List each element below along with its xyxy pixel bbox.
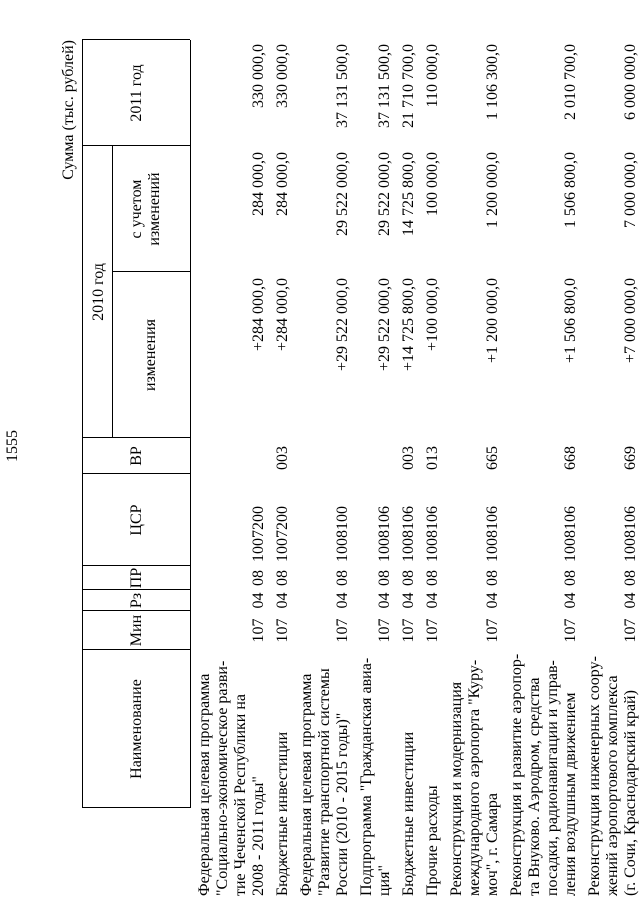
row-with-changes: 284 000,0 bbox=[250, 152, 267, 216]
row-name-line: "Развитие транспортной системы bbox=[316, 668, 333, 896]
row-2011: 37 131 500,0 bbox=[376, 44, 393, 128]
row-2011: 1 106 300,0 bbox=[484, 44, 501, 120]
row-name-line: Прочие расходы bbox=[424, 785, 441, 896]
row-with-changes: 1 200 000,0 bbox=[484, 152, 501, 228]
row-rz: 04 bbox=[376, 592, 393, 609]
row-changes: +7 000 000,0 bbox=[622, 278, 639, 364]
row-name-line: (г. Сочи, Краснодарский край) bbox=[622, 690, 639, 896]
row-name-line: ления воздушным движением bbox=[562, 692, 579, 896]
row-with-changes: 284 000,0 bbox=[274, 152, 291, 216]
row-csr: 1008106 bbox=[484, 506, 501, 562]
header-min: Мин bbox=[128, 614, 145, 647]
row-name-line: Реконструкция и модернизация bbox=[448, 681, 465, 896]
row-changes: +284 000,0 bbox=[274, 278, 291, 352]
row-csr: 1008106 bbox=[400, 506, 417, 562]
row-name-line: моч", г. Самара bbox=[484, 792, 501, 896]
row-min: 107 bbox=[562, 618, 579, 643]
row-min: 107 bbox=[274, 618, 291, 643]
row-rz: 04 bbox=[400, 592, 417, 609]
row-name-line: ция" bbox=[376, 864, 393, 896]
row-name-line: Бюджетные инвестиции bbox=[400, 731, 417, 896]
row-name-line: Подпрограмма "Гражданская авиа- bbox=[358, 657, 375, 896]
row-name-line: Федеральная целевая программа bbox=[298, 673, 315, 896]
row-pr: 08 bbox=[376, 570, 393, 586]
header-csr: ЦСР bbox=[128, 504, 145, 536]
row-2011: 21 710 700,0 bbox=[400, 44, 417, 128]
row-2011: 110 000,0 bbox=[424, 44, 441, 108]
row-2011: 330 000,0 bbox=[250, 44, 267, 108]
row-rz: 04 bbox=[484, 592, 501, 609]
header-vr: ВР bbox=[128, 446, 145, 466]
row-pr: 08 bbox=[622, 570, 639, 586]
row-pr: 08 bbox=[424, 570, 441, 586]
row-changes: +1 200 000,0 bbox=[484, 278, 501, 364]
row-with-changes: 100 000,0 bbox=[424, 152, 441, 216]
row-pr: 08 bbox=[274, 570, 291, 586]
page-number: 1555 bbox=[4, 430, 21, 462]
row-changes: +284 000,0 bbox=[250, 278, 267, 352]
row-min: 107 bbox=[250, 618, 267, 643]
row-name-line: Федеральная целевая программа bbox=[196, 673, 213, 896]
row-rz: 04 bbox=[562, 592, 579, 609]
row-name-line: посадки, радионавигации и управ- bbox=[544, 660, 561, 896]
header-year2010: 2010 год bbox=[90, 263, 107, 321]
row-changes: +14 725 800,0 bbox=[400, 278, 417, 372]
row-changes: +100 000,0 bbox=[424, 278, 441, 352]
units-note: Сумма (тыс. рублей) bbox=[60, 40, 77, 180]
row-name-line: Реконструкция и развитие аэропор- bbox=[508, 653, 525, 896]
row-name-line: жений аэропортового комплекса bbox=[604, 675, 621, 896]
row-name-line: Бюджетные инвестиции bbox=[274, 731, 291, 896]
header-changes: изменения bbox=[142, 318, 159, 392]
row-pr: 08 bbox=[484, 570, 501, 586]
row-2011: 37 131 500,0 bbox=[334, 44, 351, 128]
row-with-changes: 29 522 000,0 bbox=[376, 152, 393, 236]
year2010-subrule bbox=[112, 146, 113, 438]
row-name-line: Реконструкция инженерных соору- bbox=[586, 656, 603, 896]
row-2011: 6 000 000,0 bbox=[622, 44, 639, 120]
row-csr: 1008106 bbox=[622, 506, 639, 562]
header-pr: ПР bbox=[128, 567, 145, 589]
row-with-changes: 14 725 800,0 bbox=[400, 152, 417, 236]
row-name-line: "Социально-экономическое разви- bbox=[214, 660, 231, 896]
row-rz: 04 bbox=[622, 592, 639, 609]
row-rz: 04 bbox=[274, 592, 291, 609]
row-vr: 003 bbox=[274, 446, 291, 470]
header-year2011: 2011 год bbox=[128, 64, 145, 122]
row-csr: 1007200 bbox=[250, 506, 267, 562]
row-with-changes: 7 000 000,0 bbox=[622, 152, 639, 228]
row-name-line: международного аэропорта "Куру- bbox=[466, 659, 483, 896]
row-rz: 04 bbox=[334, 592, 351, 609]
row-vr: 003 bbox=[400, 446, 417, 470]
row-csr: 1007200 bbox=[274, 506, 291, 562]
header-bottom-rule bbox=[190, 40, 191, 808]
row-min: 107 bbox=[484, 618, 501, 643]
row-changes: +1 506 800,0 bbox=[562, 278, 579, 364]
row-pr: 08 bbox=[250, 570, 267, 586]
row-min: 107 bbox=[334, 618, 351, 643]
row-min: 107 bbox=[400, 618, 417, 643]
row-min: 107 bbox=[622, 618, 639, 643]
row-with-changes: 1 506 800,0 bbox=[562, 152, 579, 228]
row-with-changes: 29 522 000,0 bbox=[334, 152, 351, 236]
row-name-line: та Внуково. Аэродром, средства bbox=[526, 677, 543, 896]
row-rz: 04 bbox=[424, 592, 441, 609]
row-name-line: тие Чеченской Республики на bbox=[232, 693, 249, 896]
row-csr: 1008106 bbox=[424, 506, 441, 562]
row-2011: 330 000,0 bbox=[274, 44, 291, 108]
header-with-changes: с учетом bbox=[128, 179, 145, 239]
row-vr: 669 bbox=[622, 446, 639, 470]
header-rz: Рз bbox=[128, 592, 145, 609]
row-csr: 1008106 bbox=[376, 506, 393, 562]
row-2011: 2 010 700,0 bbox=[562, 44, 579, 120]
row-name-line: России (2010 - 2015 годы)" bbox=[334, 712, 351, 896]
table-top-rule bbox=[82, 40, 83, 808]
row-changes: +29 522 000,0 bbox=[334, 278, 351, 372]
header-name: Наименование bbox=[128, 679, 145, 779]
row-vr: 013 bbox=[424, 446, 441, 470]
row-rz: 04 bbox=[250, 592, 267, 609]
header-with-changes-line2: изменений bbox=[146, 172, 163, 246]
row-min: 107 bbox=[424, 618, 441, 643]
row-pr: 08 bbox=[334, 570, 351, 586]
row-min: 107 bbox=[376, 618, 393, 643]
row-pr: 08 bbox=[562, 570, 579, 586]
row-vr: 668 bbox=[562, 446, 579, 470]
row-vr: 665 bbox=[484, 446, 501, 470]
row-name-line: 2008 - 2011 годы" bbox=[250, 776, 267, 896]
row-csr: 1008106 bbox=[562, 506, 579, 562]
row-pr: 08 bbox=[400, 570, 417, 586]
row-csr: 1008100 bbox=[334, 506, 351, 562]
row-changes: +29 522 000,0 bbox=[376, 278, 393, 372]
